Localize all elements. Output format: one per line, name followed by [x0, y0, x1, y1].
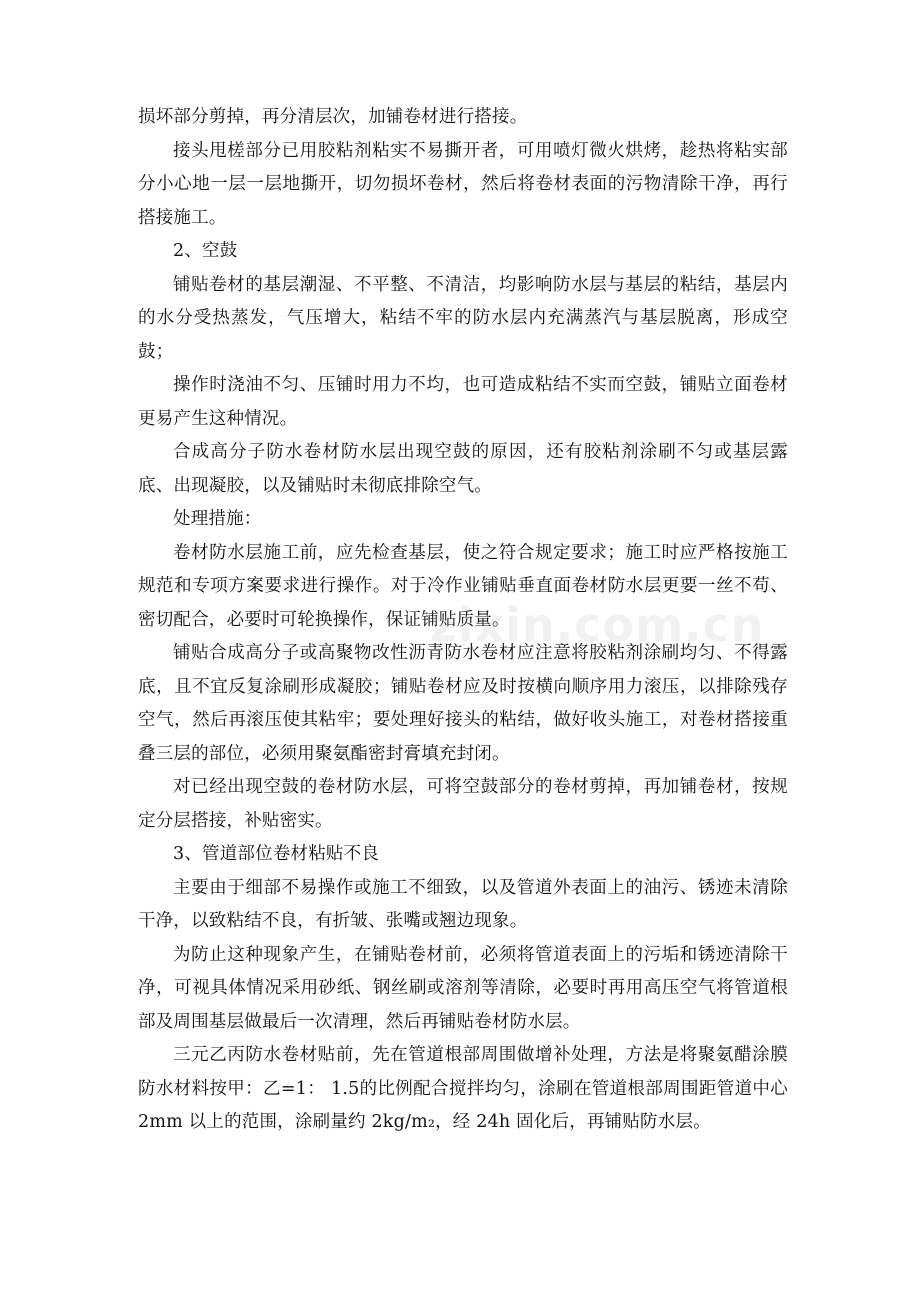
section-heading-3: 3、管道部位卷材粘贴不良 [173, 844, 380, 864]
paragraph-13: 为防止这种现象产生，在铺贴卷材前，必须将管道表面上的污垢和锈迹清除干净，可视具体情况采用砂纸、钢丝刷或溶剂等清除，必要时再用高压空气将管道根部及周围基层做最后一次清理，然后再铺贴卷材防水层。 [138, 944, 788, 1032]
paragraph-5: 操作时浇油不匀、压铺时用力不均，也可造成粘结不实而空鼓，铺贴立面卷材更易产生这种情况。 [138, 375, 788, 429]
document-body [138, 101, 788, 1140]
paragraph-4: 铺贴卷材的基层潮湿、不平整、不清洁，均影响防水层与基层的粘结，基层内的水分受热蒸发，气压增大，粘结不牢的防水层内充满蒸汽与基层脱离，形成空鼓； [138, 274, 788, 362]
paragraph-14: 三元乙丙防水卷材贴前，先在管道根部周围做增补处理，方法是将聚氨醋涂膜防水材料按甲：乙=1： 1.5的比例配合搅拌均匀，涂刷在管道根部周围距管道中心 2mm 以上的范围，涂刷量约 2kg/m₂，经 24h 固化后，再铺贴防水层。 [138, 1045, 788, 1132]
paragraph-12: 主要由于细部不易操作或施工不细致，以及管道外表面上的油污、锈迹未清除干净，以致粘结不良，有折皱、张嘴或翘边现象。 [138, 877, 788, 931]
paragraph-10: 对已经出现空鼓的卷材防水层，可将空鼓部分的卷材剪掉，再加铺卷材，按规定分层搭接，补贴密实。 [138, 777, 788, 831]
treatment-heading: 处理措施： [173, 509, 262, 529]
paragraph-2: 接头甩槎部分已用胶粘剂粘实不易撕开者，可用喷灯微火烘烤，趁热将粘实部分小心地一层一层地撕开，切勿损坏卷材，然后将卷材表面的污物清除干净，再行搭接施工。 [138, 140, 788, 228]
paragraph-6: 合成高分子防水卷材防水层出现空鼓的原因，还有胶粘剂涂刷不匀或基层露底、出现凝胶，以及铺贴时未彻底排除空气。 [138, 442, 788, 496]
paragraph-8: 卷材防水层施工前，应先检查基层，使之符合规定要求；施工时应严格按施工规范和专项方案要求进行操作。对于冷作业铺贴垂直面卷材防水层更要一丝不苟、密切配合，必要时可轮换操作，保证铺贴质量。 [138, 542, 788, 630]
section-heading-2: 2、空鼓 [173, 241, 238, 261]
paragraph-1: 损坏部分剪掉，再分清层次，加铺卷材进行搭接。 [138, 107, 528, 127]
watermark: zixin.com.cn [430, 598, 765, 652]
paragraph-9: 铺贴合成高分子或高聚物改性沥青防水卷材应注意将胶粘剂涂刷均匀、不得露底，且不宜反复涂刷形成凝胶；铺贴卷材应及时按横向顺序用力滚压，以排除残存空气，然后再滚压使其粘牢；要处理好接头的粘结，做好收头施工，对卷材搭接重叠三层的部位，必须用聚氨酯密封膏填充封闭。 [138, 643, 788, 764]
